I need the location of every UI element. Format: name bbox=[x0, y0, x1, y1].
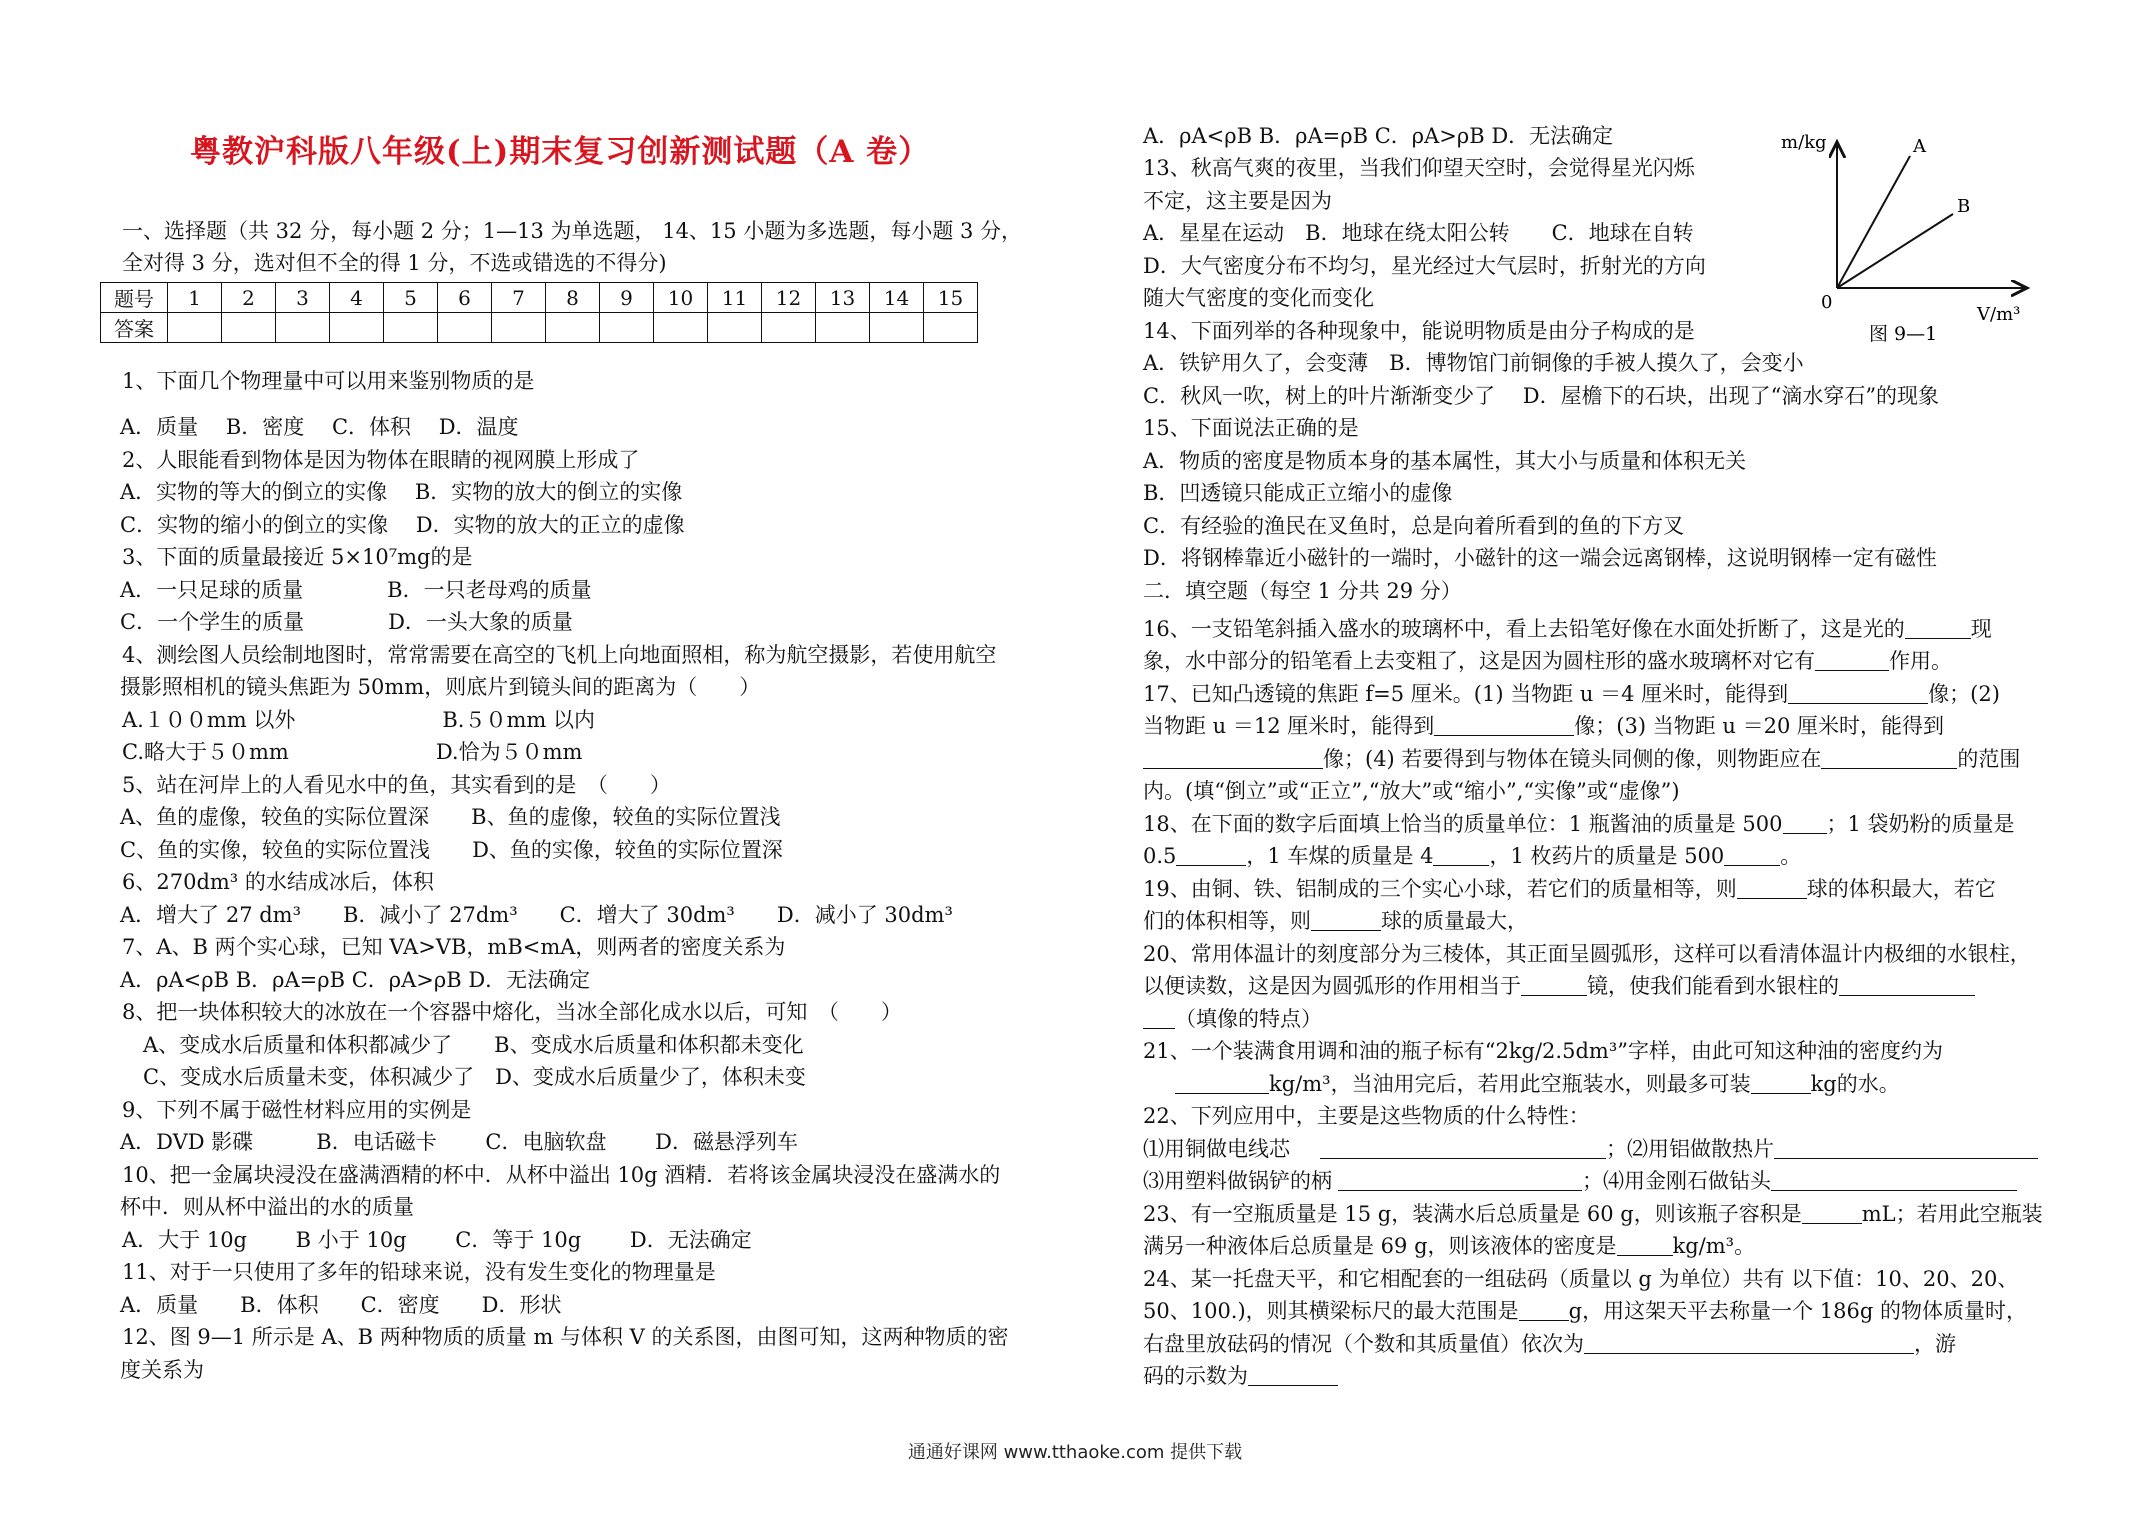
question-number: 2 bbox=[222, 283, 276, 313]
question-text bbox=[1143, 1004, 1322, 1034]
question-number: 3 bbox=[276, 283, 330, 313]
question-text-segment: ；1 袋奶粉的质量是 bbox=[1826, 812, 2015, 836]
question-text-segment: ，游 bbox=[1914, 1332, 1956, 1356]
question-text-segment: kg/m³。 bbox=[1672, 1234, 1756, 1258]
answer-cell[interactable] bbox=[816, 313, 870, 343]
option-line: C．有经验的渔民在叉鱼时，总是向着所看到的鱼的下方叉 bbox=[1143, 514, 1685, 538]
answer-blank[interactable] bbox=[1433, 845, 1489, 866]
question-text-segment: ⑴用铜做电线芯 bbox=[1143, 1137, 1290, 1161]
answer-blank[interactable] bbox=[1802, 1203, 1862, 1224]
option-line: A．ρA<ρB B．ρA=ρB C．ρA>ρB D．无法确定 bbox=[1143, 124, 1614, 148]
table-row-label: 题号 bbox=[101, 283, 168, 313]
question-text: 22、下列应用中，主要是这些物质的什么特性： bbox=[1143, 1104, 1590, 1128]
question-text-segment: 像；(4) 若要得到与物体在镜头同侧的像，则物距应在 bbox=[1323, 747, 1822, 771]
question-text-segment: 以便读数，这是因为圆弧形的作用相当于 bbox=[1143, 974, 1521, 998]
answer-blank[interactable] bbox=[1821, 748, 1957, 769]
option-line: C、变成水后质量未变，体积减少了 D、变成水后质量少了，体积未变 bbox=[122, 1065, 806, 1089]
answer-cell[interactable] bbox=[546, 313, 600, 343]
question-text: 1、下面几个物理量中可以用来鉴别物质的是 bbox=[122, 369, 535, 393]
question-text-segment: 象，水中部分的铅笔看上去变粗了，这是因为圆柱形的盛水玻璃杯对它有 bbox=[1143, 649, 1815, 673]
answer-cell[interactable] bbox=[870, 313, 924, 343]
question-text-segment: 们的体积相等，则 bbox=[1143, 909, 1311, 933]
option-line: A．实物的等大的倒立的实像 B．实物的放大的倒立的实像 bbox=[120, 480, 683, 504]
question-text: 15、下面说法正确的是 bbox=[1143, 416, 1359, 440]
option-line: C．秋风一吹，树上的叶片渐渐变少了 D．屋檐下的石块，出现了“滴水穿石”的现象 bbox=[1143, 384, 1940, 408]
answer-cell[interactable] bbox=[708, 313, 762, 343]
question-text-segment: 像；(2) bbox=[1928, 682, 2000, 706]
question-number: 8 bbox=[546, 283, 600, 313]
table-row-label: 答案 bbox=[101, 313, 168, 343]
question-text: 10、把一金属块浸没在盛满酒精的杯中．从杯中溢出 10g 酒精．若将该金属块浸没在盛满水的 bbox=[122, 1163, 1001, 1187]
option-line: D．大气密度分布不均匀，星光经过大气层时，折射光的方向 bbox=[1143, 254, 1706, 278]
origin-label: 0 bbox=[1821, 292, 1833, 313]
question-text: 6、270dm³ 的水结成冰后，体积 bbox=[122, 870, 434, 894]
question-text-segment: g，用这架天平去称量一个 186g 的物体质量时， bbox=[1568, 1299, 2027, 1323]
question-text: 内。(填“倒立”或“正立”,“放大”或“缩小”,“实像”或“虚像”) bbox=[1143, 779, 1680, 803]
question-text bbox=[1143, 841, 1801, 871]
answer-blank[interactable] bbox=[1338, 1170, 1582, 1191]
answer-blank[interactable] bbox=[1248, 1365, 1338, 1386]
answer-cell[interactable] bbox=[924, 313, 978, 343]
line-a bbox=[1837, 156, 1910, 288]
question-text: 9、下列不属于磁性材料应用的实例是 bbox=[122, 1098, 472, 1122]
question-text: 13、秋高气爽的夜里，当我们仰望天空时，会觉得星光闪烁 bbox=[1143, 156, 1695, 180]
answer-table bbox=[100, 282, 978, 343]
question-text bbox=[1143, 874, 1996, 904]
footer-credit: 通通好课网 www.tthaoke.com 提供下载 bbox=[907, 1442, 1243, 1463]
question-text-segment: 球的体积最大，若它 bbox=[1806, 877, 1996, 901]
question-number: 10 bbox=[654, 283, 708, 313]
question-text-segment: 右盘里放砝码的情况（个数和其质量值）依次为 bbox=[1143, 1332, 1584, 1356]
question-text-segment: 的范围 bbox=[1957, 747, 2021, 771]
answer-blank[interactable] bbox=[1771, 1170, 2017, 1191]
option-line: A．铁铲用久了，会变薄 B．博物馆门前铜像的手被人摸久了，会变小 bbox=[1143, 351, 1804, 375]
answer-blank[interactable] bbox=[1751, 1073, 1811, 1094]
question-text-segment: 。 bbox=[1780, 844, 1802, 868]
question-text-segment: ；⑷用金刚石做钻头 bbox=[1582, 1169, 1771, 1193]
question-text-segment: 满另一种液体后总质量是 69 g，则该液体的密度是 bbox=[1143, 1234, 1617, 1258]
answer-table-header-row bbox=[101, 283, 978, 313]
question-text bbox=[1143, 744, 2020, 774]
mass-volume-graph bbox=[1765, 128, 2045, 348]
question-text-segment: kg的水。 bbox=[1810, 1072, 1900, 1096]
option-line: A、变成水后质量和体积都减少了 B、变成水后质量和体积都未变化 bbox=[122, 1033, 804, 1057]
answer-blank[interactable] bbox=[1788, 683, 1928, 704]
question-text bbox=[1143, 1166, 2017, 1196]
question-text-segment: 0.5 bbox=[1143, 844, 1177, 868]
question-text-segment: 16、一支铅笔斜插入盛水的玻璃杯中，看上去铅笔好像在水面处折断了，这是光的 bbox=[1143, 617, 1905, 641]
answer-blank[interactable] bbox=[1311, 910, 1381, 931]
question-text-segment: （填像的特点） bbox=[1175, 1007, 1322, 1031]
answer-blank[interactable] bbox=[1839, 975, 1975, 996]
question-text-segment: 现 bbox=[1970, 617, 1992, 641]
question-text-segment: kg/m³，当油用完后，若用此空瓶装水，则最多可装 bbox=[1269, 1072, 1751, 1096]
question-text: 14、下面列举的各种现象中，能说明物质是由分子构成的是 bbox=[1143, 319, 1695, 343]
question-text bbox=[1143, 809, 2015, 839]
answer-blank[interactable] bbox=[1143, 1008, 1175, 1029]
question-text: 摄影照相机的镜头焦距为 50mm，则底片到镜头间的距离为（ ） bbox=[120, 675, 761, 699]
question-number: 14 bbox=[870, 283, 924, 313]
question-text bbox=[1143, 646, 1952, 676]
answer-cell[interactable] bbox=[330, 313, 384, 343]
question-text bbox=[1143, 711, 1944, 741]
answer-cell[interactable] bbox=[600, 313, 654, 343]
question-text-segment: 码的示数为 bbox=[1143, 1364, 1248, 1388]
question-text bbox=[1143, 1231, 1755, 1261]
answer-blank[interactable] bbox=[1617, 1235, 1673, 1256]
question-text bbox=[1143, 1069, 1900, 1099]
question-text bbox=[1143, 971, 1975, 1001]
question-text bbox=[1143, 1329, 1956, 1359]
question-text: 杯中．则从杯中溢出的水的质量 bbox=[120, 1195, 414, 1219]
question-text-segment: ；⑵用铝做散热片 bbox=[1606, 1137, 1774, 1161]
figure-9-1 bbox=[1765, 128, 2045, 352]
question-text-segment: ⑶用塑料做锅铲的柄 bbox=[1143, 1169, 1332, 1193]
answer-blank[interactable] bbox=[1521, 975, 1587, 996]
x-axis-label: V/m³ bbox=[1977, 304, 2021, 325]
answer-cell[interactable] bbox=[276, 313, 330, 343]
question-number: 6 bbox=[438, 283, 492, 313]
page-title: 粤教沪科版八年级(上)期末复习创新测试题（A 卷） bbox=[190, 134, 931, 170]
question-text: 7、A、B 两个实心球，已知 VA>VB，mB<mA，则两者的密度关系为 bbox=[122, 935, 786, 959]
question-text bbox=[1143, 1296, 2027, 1326]
figure-caption: 图 9—1 bbox=[1869, 323, 1938, 345]
question-text: 20、常用体温计的刻度部分为三棱体，其正面呈圆弧形，这样可以看清体温计内极细的水银柱， bbox=[1143, 942, 2031, 966]
option-line: C．一个学生的质量 D．一头大象的质量 bbox=[120, 610, 573, 634]
question-text-segment: 19、由铜、铁、铝制成的三个实心小球，若它们的质量相等，则 bbox=[1143, 877, 1737, 901]
question-text: 21、一个装满食用调和油的瓶子标有“2kg/2.5dm³”字样，由此可知这种油的密度约为 bbox=[1143, 1039, 1943, 1063]
question-text-segment: 当物距 u ＝12 厘米时，能得到 bbox=[1143, 714, 1435, 738]
question-text-segment: 23、有一空瓶质量是 15 g，装满水后总质量是 60 g，则该瓶子容积是 bbox=[1143, 1202, 1802, 1226]
option-line: A．质量 B．密度 C．体积 D．温度 bbox=[120, 415, 519, 439]
question-text-segment: 球的质量最大， bbox=[1381, 909, 1528, 933]
answer-cell[interactable] bbox=[384, 313, 438, 343]
y-axis-label: m/kg bbox=[1781, 132, 1827, 153]
answer-blank[interactable] bbox=[1737, 878, 1807, 899]
question-text-segment: ，1 车煤的质量是 4 bbox=[1246, 844, 1434, 868]
question-text bbox=[1143, 614, 1992, 644]
option-line: A、鱼的虚像，较鱼的实际位置深 B、鱼的虚像，较鱼的实际位置浅 bbox=[120, 805, 781, 829]
answer-blank[interactable] bbox=[1724, 845, 1780, 866]
option-line: A．ρA<ρB B．ρA=ρB C．ρA>ρB D．无法确定 bbox=[120, 968, 591, 992]
question-text bbox=[1143, 1361, 1338, 1391]
answer-blank[interactable] bbox=[1783, 813, 1827, 834]
question-number: 9 bbox=[600, 283, 654, 313]
section1-intro-cont: 全对得 3 分，选对但不全的得 1 分，不选或错选的不得分) bbox=[122, 251, 667, 275]
line-b-label: B bbox=[1957, 196, 1971, 217]
question-number: 5 bbox=[384, 283, 438, 313]
question-text: 4、测绘图人员绘制地图时，常常需要在高空的飞机上向地面照相，称为航空摄影，若使用航空 bbox=[122, 643, 997, 667]
answer-cell[interactable] bbox=[762, 313, 816, 343]
option-line: A．质量 B．体积 C．密度 D．形状 bbox=[120, 1293, 562, 1317]
answer-cell[interactable] bbox=[492, 313, 546, 343]
question-text: 2、人眼能看到物体是因为物体在眼睛的视网膜上形成了 bbox=[122, 448, 640, 472]
answer-cell[interactable] bbox=[222, 313, 276, 343]
question-text: 度关系为 bbox=[120, 1358, 204, 1382]
question-number: 4 bbox=[330, 283, 384, 313]
section1-intro: 一、选择题（共 32 分，每小题 2 分；1—13 为单选题， 14、15 小题为多选题，每小题 3 分， bbox=[122, 219, 1023, 243]
question-text-segment: 像；(3) 当物距 u ＝20 厘米时，能得到 bbox=[1574, 714, 1944, 738]
question-text-segment: ，1 枚药片的质量是 500 bbox=[1489, 844, 1725, 868]
line-b bbox=[1837, 214, 1953, 288]
option-line: C.略大于５０mm D.恰为５０mm bbox=[122, 740, 583, 764]
question-text-segment: mL；若用此空瓶装 bbox=[1861, 1202, 2043, 1226]
answer-table-answer-row bbox=[101, 313, 978, 343]
answer-blank[interactable] bbox=[1905, 618, 1971, 639]
question-text: 24、某一托盘天平，和它相配套的一组砝码（质量以 g 为单位）共有 以下值：10、20、20、 bbox=[1143, 1267, 2019, 1291]
question-text: 3、下面的质量最接近 5×10⁷mg的是 bbox=[122, 545, 473, 569]
option-line: A．DVD 影碟 B．电话磁卡 C．电脑软盘 D．磁悬浮列车 bbox=[120, 1130, 798, 1154]
option-line: A．增大了 27 dm³ B．减小了 27dm³ C．增大了 30dm³ D．减小了 30dm³ bbox=[120, 903, 953, 927]
question-text: 不定，这主要是因为 bbox=[1143, 189, 1332, 213]
answer-blank[interactable] bbox=[1320, 1138, 1606, 1159]
question-number: 1 bbox=[168, 283, 222, 313]
answer-blank[interactable] bbox=[1815, 650, 1889, 671]
question-text bbox=[1143, 679, 2000, 709]
question-text-segment: 18、在下面的数字后面填上恰当的质量单位：1 瓶酱油的质量是 500 bbox=[1143, 812, 1783, 836]
question-text bbox=[1143, 1199, 2043, 1229]
answer-blank[interactable] bbox=[1774, 1138, 2038, 1159]
question-text-segment: 50、100.)，则其横梁标尺的最大范围是 bbox=[1143, 1299, 1519, 1323]
section2-heading: 二．填空题（每空 1 分共 29 分） bbox=[1143, 579, 1462, 603]
option-line: C、鱼的实像，较鱼的实际位置浅 D、鱼的实像，较鱼的实际位置深 bbox=[120, 838, 783, 862]
option-line: B．凹透镜只能成正立缩小的虚像 bbox=[1143, 481, 1453, 505]
question-text bbox=[1143, 906, 1528, 936]
question-text-segment: 镜，使我们能看到水银柱的 bbox=[1587, 974, 1839, 998]
option-line: A．大于 10g B 小于 10g C．等于 10g D．无法确定 bbox=[122, 1228, 752, 1252]
answer-blank[interactable] bbox=[1434, 715, 1574, 736]
answer-cell[interactable] bbox=[654, 313, 708, 343]
question-text: 12、图 9—1 所示是 A、B 两种物质的质量 m 与体积 V 的关系图，由图可知，这两种物质的密 bbox=[122, 1325, 1009, 1349]
option-line: A．星星在运动 B．地球在绕太阳公转 C．地球在自转 bbox=[1143, 221, 1694, 245]
question-number: 13 bbox=[816, 283, 870, 313]
question-text: 8、把一块体积较大的冰放在一个容器中熔化，当冰全部化成水以后，可知 （ ） bbox=[122, 1000, 902, 1024]
answer-blank[interactable] bbox=[1176, 845, 1246, 866]
answer-cell[interactable] bbox=[438, 313, 492, 343]
line-a-label: A bbox=[1913, 136, 1926, 157]
question-text-segment: 作用。 bbox=[1889, 649, 1952, 673]
question-text bbox=[1143, 1134, 2038, 1164]
option-line: 随大气密度的变化而变化 bbox=[1143, 286, 1374, 310]
question-number: 15 bbox=[924, 283, 978, 313]
answer-blank[interactable] bbox=[1519, 1300, 1569, 1321]
question-number: 11 bbox=[708, 283, 762, 313]
question-text: 11、对于一只使用了多年的铅球来说，没有发生变化的物理量是 bbox=[122, 1260, 716, 1284]
option-line: A．物质的密度是物质本身的基本属性，其大小与质量和体积无关 bbox=[1143, 449, 1747, 473]
answer-blank[interactable] bbox=[1584, 1333, 1914, 1354]
question-text-segment: 17、已知凸透镜的焦距 f=5 厘米。(1) 当物距 u ＝4 厘米时，能得到 bbox=[1143, 682, 1789, 706]
question-number: 7 bbox=[492, 283, 546, 313]
question-number: 12 bbox=[762, 283, 816, 313]
option-line: C．实物的缩小的倒立的实像 D．实物的放大的正立的虚像 bbox=[120, 513, 685, 537]
option-line: D．将钢棒靠近小磁针的一端时，小磁针的这一端会远离钢棒，这说明钢棒一定有磁性 bbox=[1143, 546, 1937, 570]
answer-blank[interactable] bbox=[1143, 748, 1323, 769]
question-text: 5、站在河岸上的人看见水中的鱼，其实看到的是 （ ） bbox=[122, 773, 671, 797]
answer-cell[interactable] bbox=[168, 313, 222, 343]
answer-blank[interactable] bbox=[1175, 1073, 1269, 1094]
option-line: A．一只足球的质量 B．一只老母鸡的质量 bbox=[120, 578, 592, 602]
option-line: A.１００mm 以外 B.５０mm 以内 bbox=[122, 708, 595, 732]
